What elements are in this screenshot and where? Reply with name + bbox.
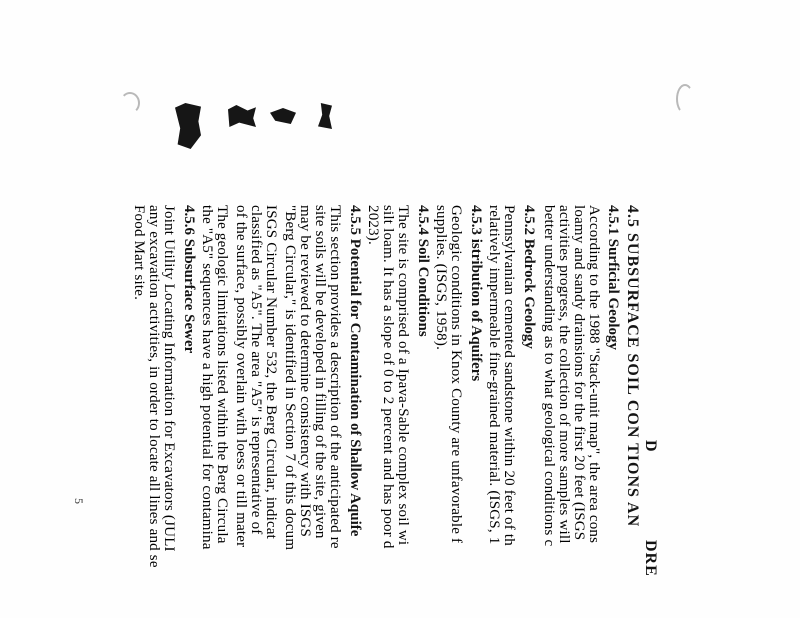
text-line: classified as "A5". The area "A5" is representative of [248, 205, 264, 535]
text-line: According to the 1988 "Stack-unit map", the area cons [586, 205, 602, 544]
text-line: "Berg Circular," is identified in Section 7 of this docum [282, 205, 298, 551]
heading-4-5-4: 4.5.4 Soil Conditions [415, 205, 431, 337]
text-line: may be reviewed to determine consistency with ISGS [297, 205, 313, 538]
heading-4-5-2: 4.5.2 Bedrock Geology [521, 205, 537, 349]
scan-blotch-3 [270, 108, 296, 124]
scan-blotch-4 [318, 103, 332, 129]
text-line: Food Mart site. [131, 205, 147, 301]
text-line: better understanding as to what geological conditions c [541, 205, 557, 547]
text-line: 2023). [365, 205, 381, 245]
heading-4-5-5: 4.5.5 Potential for Contamination of Shallow Aquife [347, 205, 363, 537]
text-line: The geologic limitations listed within the Berg Circula [214, 205, 230, 544]
page-number: 5 [72, 498, 86, 504]
binding-hole-mark-left [120, 92, 140, 114]
heading-4-5-6: 4.5.6 Subsurface Sewer [181, 205, 197, 354]
header-fragment-right: DRE [642, 540, 659, 577]
scan-blotch-1 [175, 103, 201, 149]
text-line: Joint Utility Locating Information for Excavators (JULI [161, 205, 177, 552]
text-line: Pennsylvanian cemented sandstone within 20 feet of th [501, 205, 517, 546]
section-title: 4.5 SUBSURFACE SOIL CON TIONS AN [624, 205, 641, 528]
text-line: the "A5" sequences have a high potential for contamina [199, 205, 215, 550]
text-line: activities progress, the collection of more samples will [556, 205, 572, 544]
scan-blotch-2 [228, 105, 256, 127]
text-line: Geologic conditions in Knox County are unfavorable f [448, 205, 464, 544]
text-line: ISGS Circular Number 532, the Berg Circular, indicat [263, 205, 279, 540]
heading-4-5-3: 4.5.3 istribution of Aquifers [468, 205, 484, 382]
text-line: loamy and sandy drainsions for the first 20 feet (ISGS [571, 205, 587, 541]
text-line: relatively impermeable fine-grained material. (ISGS, 1 [486, 205, 502, 545]
text-line: site soils will be developed in filling of the site, given [312, 205, 328, 539]
text-line: The site is comprised of a Ipava-Sable complex soil wi [395, 205, 411, 546]
binding-hole-mark-right [676, 84, 694, 114]
text-line: supplies. (ISGS, 1958). [433, 205, 449, 351]
text-line: silt loam. It has a slope of 0 to 2 percent and has poor d [380, 205, 396, 549]
text-line: of the surface, possibly overlain with loess or till mater [233, 205, 249, 548]
text-line: any excavation activities, in order to locate all lines and se [146, 205, 162, 568]
header-fragment-left: D [642, 440, 659, 453]
text-line: This section provides a description of the anticipated re [327, 205, 343, 549]
heading-4-5-1: 4.5.1 Surficial Geology [605, 205, 621, 350]
